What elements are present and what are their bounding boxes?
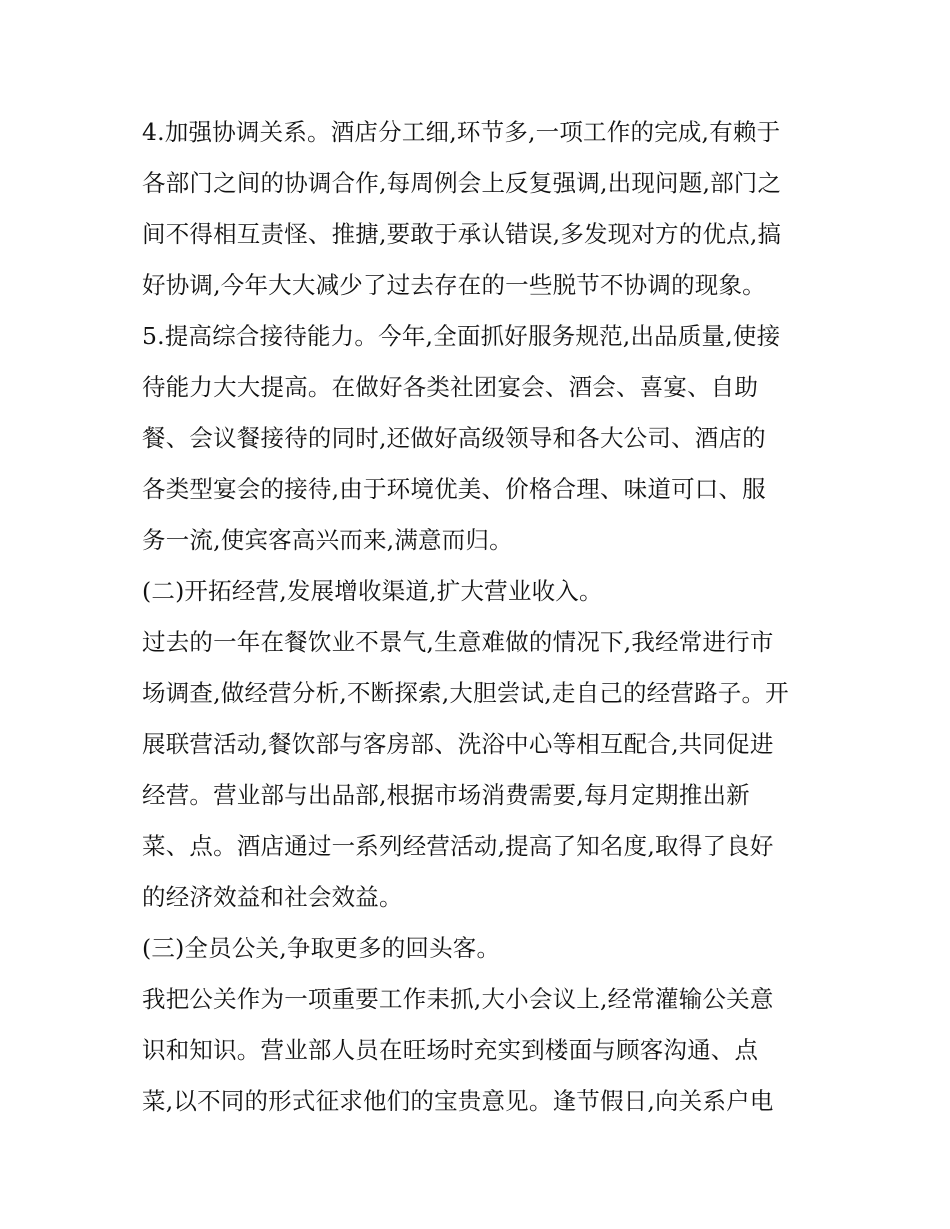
text-line: 餐、会议餐接待的同时,还做好高级领导和各大公司、酒店的 (142, 424, 766, 452)
text-line: 务一流,使宾客高兴而来,满意而归。 (142, 526, 513, 554)
text-line: 识和知识。营业部人员在旺场时充实到楼面与顾客沟通、点 (142, 1036, 759, 1064)
text-line: 5.提高综合接待能力。今年,全面抓好服务规范,出品质量,使接 (142, 322, 781, 350)
text-line: 菜,以不同的形式征求他们的宝贵意见。逢节假日,向关系户电 (142, 1087, 774, 1115)
text-line: 的经济效益和社会效益。 (142, 883, 403, 911)
section-heading: (三)全员公关,争取更多的回头客。 (142, 934, 501, 962)
section-heading: (二)开拓经营,发展增收渠道,扩大营业收入。 (142, 577, 603, 605)
text-line: 好协调,今年大大减少了过去存在的一些脱节不协调的现象。 (142, 271, 766, 299)
text-line: 经营。营业部与出品部,根据市场消费需要,每月定期推出新 (142, 781, 750, 809)
text-line: 各部门之间的协调合作,每周例会上反复强调,出现问题,部门之 (142, 169, 782, 197)
text-line: 待能力大大提高。在做好各类社团宴会、酒会、喜宴、自助 (142, 373, 759, 401)
text-line: 4.加强协调关系。酒店分工细,环节多,一项工作的完成,有赖于 (142, 118, 781, 146)
text-line: 展联营活动,餐饮部与客房部、洗浴中心等相互配合,共同促进 (142, 730, 774, 758)
text-line: 过去的一年在餐饮业不景气,生意难做的情况下,我经常进行市 (142, 628, 774, 656)
text-line: 场调查,做经营分析,不断探索,大胆尝试,走自己的经营路子。开 (142, 679, 789, 707)
document-body (142, 107, 810, 1127)
text-line: 各类型宴会的接待,由于环境优美、价格合理、味道可口、服 (142, 475, 766, 503)
text-line: 我把公关作为一项重要工作耒抓,大小会议上,经常灌输公关意 (142, 985, 774, 1013)
text-line: 间不得相互责怪、推搪,要敢于承认错误,多发现对方的优点,搞 (142, 220, 782, 248)
text-line: 菜、点。酒店通过一系列经营活动,提高了知名度,取得了良好 (142, 832, 774, 860)
